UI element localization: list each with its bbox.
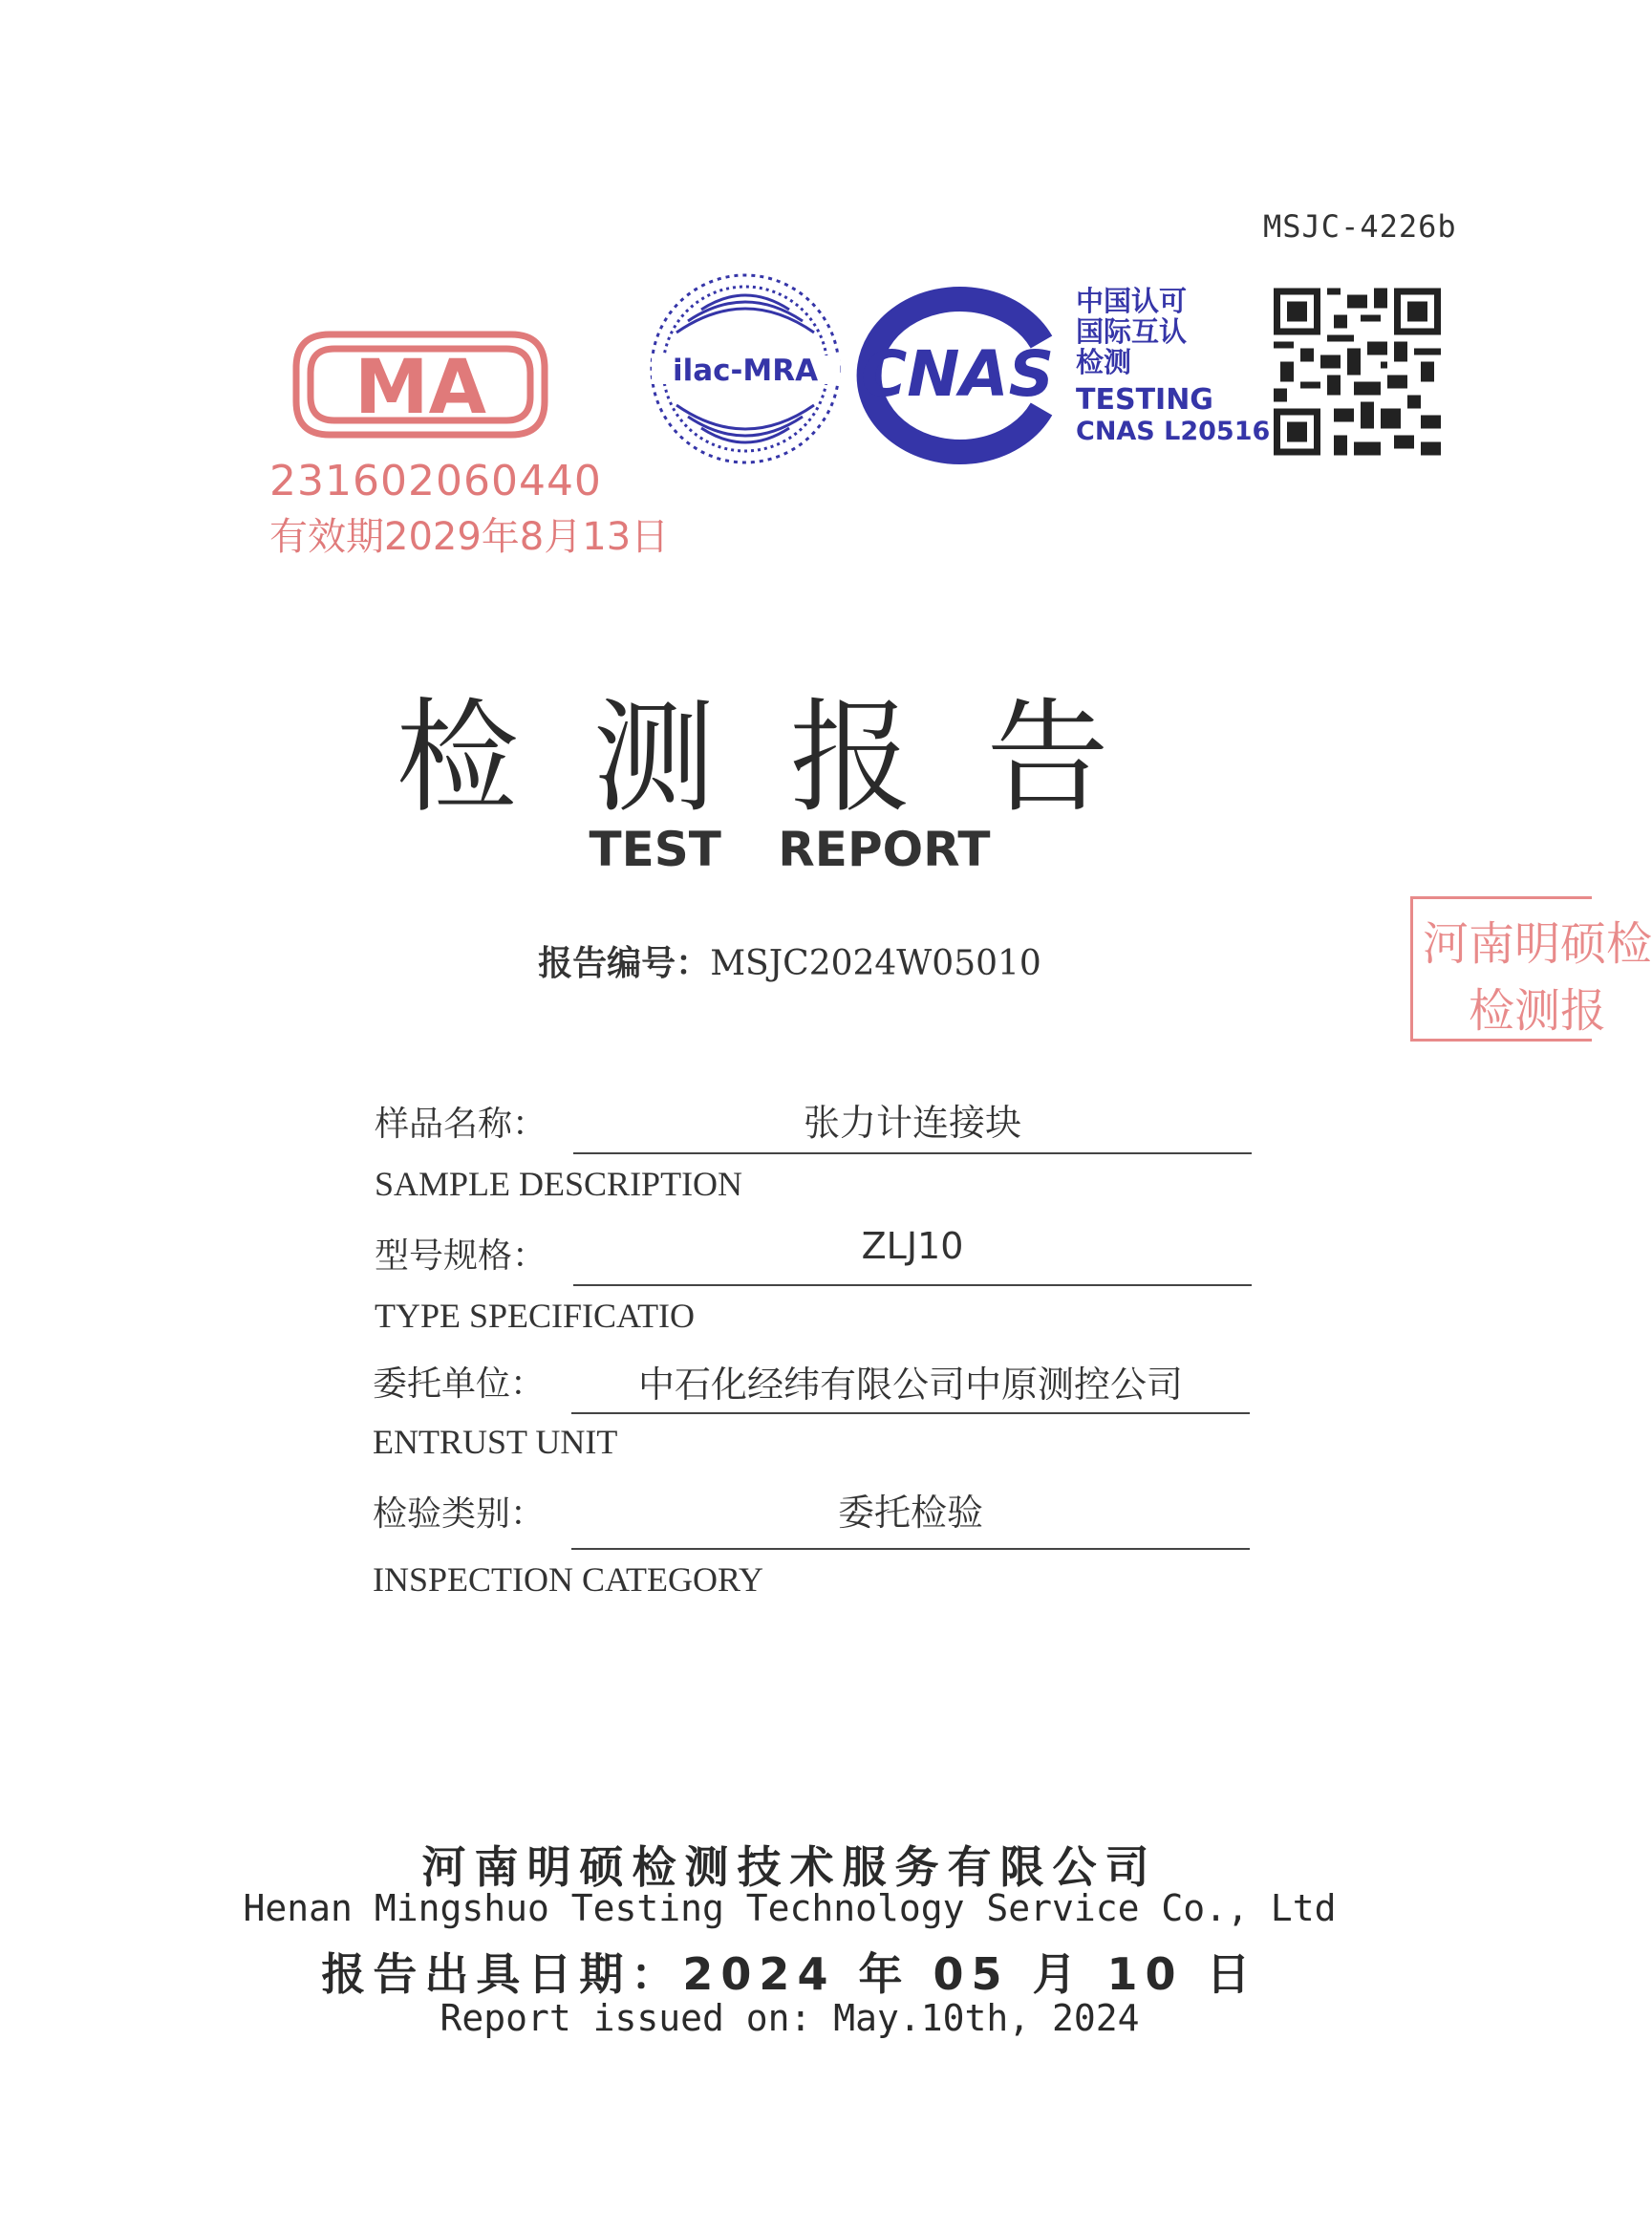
sample-name-underline <box>573 1152 1252 1154</box>
company-name-en: Henan Mingshuo Testing Technology Service Co., Ltd <box>243 1887 1337 1929</box>
type-spec-label: 型号规格： <box>375 1236 547 1276</box>
qr-code-icon <box>1274 287 1441 457</box>
report-number-label: 报告编号： <box>538 944 711 983</box>
cnas-line-2: 国际互认 <box>1076 314 1188 348</box>
inspection-category-underline <box>571 1548 1250 1550</box>
ilac-mra-logo-icon <box>648 266 844 471</box>
report-number <box>0 936 1579 985</box>
entrust-unit-label: 委托单位： <box>373 1364 546 1404</box>
svg-text:MA: MA <box>354 345 486 431</box>
sample-name-label: 样品名称： <box>375 1105 547 1144</box>
report-title-cn: 检测报告 <box>396 687 1184 829</box>
issue-date-cn: 报告出具日期：2024 年 05 月 10 日 <box>321 1948 1258 2000</box>
cma-validity: 有效期2029年8月13日 <box>269 515 670 559</box>
sample-name-value: 张力计连接块 <box>803 1102 1021 1144</box>
issue-date-en: Report issued on: May.10th, 2024 <box>440 1997 1140 2039</box>
cnas-logo-icon <box>850 285 1070 466</box>
document-code: MSJC-4226b <box>1263 208 1457 245</box>
svg-text:CNAS: CNAS <box>860 337 1055 411</box>
type-spec-underline <box>573 1284 1252 1286</box>
inspection-category-label: 检验类别： <box>373 1494 546 1534</box>
side-stamp-line-1: 河南明硕检 <box>1423 917 1652 971</box>
cnas-testing-label: TESTING <box>1076 382 1213 417</box>
report-title-en: TEST REPORT <box>589 822 991 877</box>
cnas-line-1: 中国认可 <box>1076 285 1188 317</box>
cnas-cert-number: CNAS L20516 <box>1076 416 1271 446</box>
cnas-side-text <box>1076 287 1270 445</box>
inspection-category-value: 委托检验 <box>837 1492 983 1534</box>
svg-text:ilac-MRA: ilac-MRA <box>672 354 819 388</box>
cma-seal-icon <box>291 325 549 444</box>
sample-name-label-en: SAMPLE DESCRIPTION <box>375 1165 743 1203</box>
entrust-unit-underline <box>571 1412 1250 1414</box>
report-number-value: MSJC2024W05010 <box>710 944 1041 983</box>
side-stamp-line-2: 检测报 <box>1469 984 1607 1038</box>
entrust-unit-value: 中石化经纬有限公司中原测控公司 <box>637 1364 1183 1406</box>
entrust-unit-label-en: ENTRUST UNIT <box>373 1423 618 1461</box>
cnas-line-3: 检测 <box>1076 345 1132 378</box>
cma-number: 231602060440 <box>269 457 602 505</box>
company-name-cn: 河南明硕检测技术服务有限公司 <box>421 1841 1158 1893</box>
type-spec-label-en: TYPE SPECIFICATIO <box>375 1297 696 1335</box>
inspection-category-label-en: INSPECTION CATEGORY <box>373 1560 764 1599</box>
type-spec-value: ZLJ10 <box>861 1225 964 1267</box>
